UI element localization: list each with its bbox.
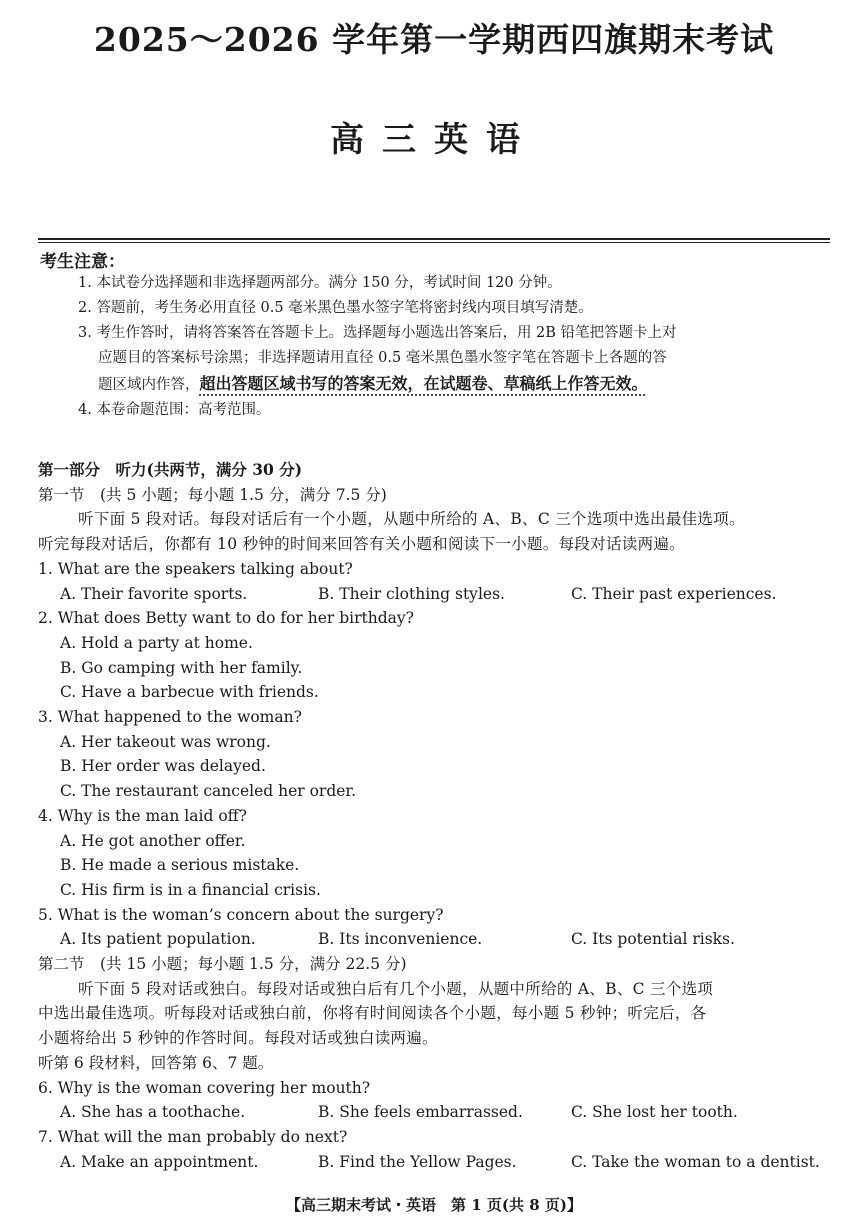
listening-part xyxy=(38,458,838,1174)
option-b: B. Her order was delayed. xyxy=(60,757,266,776)
instruction-line: 听下面 5 段对话或独白。每段对话或独白后有几个小题，从题中所给的 A、B、C 三个选项 xyxy=(78,979,714,998)
notice-list xyxy=(78,271,830,423)
question-stem: 2. What does Betty want to do for her birthday? xyxy=(38,609,414,628)
material-note: 听第 6 段材料，回答第 6、7 题。 xyxy=(38,1053,274,1072)
option-a: A. She has a toothache. xyxy=(60,1103,246,1122)
option-c: C. Take the woman to a dentist. xyxy=(571,1152,820,1171)
question-stem: 6. Why is the woman covering her mouth? xyxy=(38,1078,371,1097)
option-c: C. The restaurant canceled her order. xyxy=(60,782,357,801)
option-b: B. She feels embarrassed. xyxy=(318,1103,523,1122)
notice-item-continued: 应题目的答案标号涂黑；非选择题请用直径 0.5 毫米黑色墨水签字笔在答题卡上各题的答 xyxy=(98,350,667,366)
notice-emphasis: 超出答题区域书写的答案无效，在试题卷、草稿纸上作答无效。 xyxy=(199,374,648,393)
instruction-line: 听下面 5 段对话。每段对话后有一个小题，从题中所给的 A、B、C 三个选项中选出最佳选项。 xyxy=(78,510,745,529)
option-b: B. Their clothing styles. xyxy=(318,584,505,603)
option-a: A. Its patient population. xyxy=(60,930,256,949)
option-c: C. Their past experiences. xyxy=(571,584,777,603)
question-stem: 1. What are the speakers talking about? xyxy=(38,559,353,578)
option-row xyxy=(38,1150,838,1175)
option-b: B. Find the Yellow Pages. xyxy=(318,1152,517,1171)
option-a: A. Their favorite sports. xyxy=(60,584,248,603)
section-title: 第二节 (共 15 小题；每小题 1.5 分，满分 22.5 分) xyxy=(38,955,407,974)
option-a: A. Hold a party at home. xyxy=(60,633,253,652)
question-stem: 4. Why is the man laid off? xyxy=(38,806,247,825)
section-title: 第一节 (共 5 小题；每小题 1.5 分，满分 7.5 分) xyxy=(38,485,387,504)
notice-item: 3. 考生作答时，请将答案答在答题卡上。选择题每小题选出答案后，用 2B 铅笔把答题卡上对 xyxy=(78,325,677,341)
question-stem: 7. What will the man probably do next? xyxy=(38,1127,348,1146)
notice-text: 题区域内作答， xyxy=(98,377,200,393)
option-a: A. Her takeout was wrong. xyxy=(60,732,271,751)
instruction-line: 中选出最佳选项。听每段对话或独白前，你将有时间阅读各个小题，每小题 5 秒钟；听完后，各 xyxy=(38,1004,707,1023)
option-c: C. She lost her tooth. xyxy=(571,1103,738,1122)
option-b: B. He made a serious mistake. xyxy=(60,856,300,875)
option-c: C. Its potential risks. xyxy=(571,930,735,949)
option-a: A. He got another offer. xyxy=(60,831,246,850)
option-row xyxy=(38,1100,838,1125)
option-c: C. Have a barbecue with friends. xyxy=(60,683,319,702)
exam-title: 2025～2026 学年第一学期西四旗期末考试 xyxy=(93,20,775,59)
option-b: B. Go camping with her family. xyxy=(60,658,303,677)
subject-title: 高三英语 xyxy=(330,120,538,160)
option-b: B. Its inconvenience. xyxy=(318,930,483,949)
notice-item: 1. 本试卷分选择题和非选择题两部分。满分 150 分，考试时间 120 分钟。 xyxy=(78,275,562,291)
option-a: A. Make an appointment. xyxy=(60,1152,259,1171)
notice-heading: 考生注意： xyxy=(40,252,125,272)
question-stem: 3. What happened to the woman? xyxy=(38,708,302,727)
instruction-line: 小题将给出 5 秒钟的作答时间。每段对话或独白读两遍。 xyxy=(38,1029,438,1048)
question-stem: 5. What is the woman’s concern about the surgery? xyxy=(38,905,444,924)
option-c: C. His firm is in a financial crisis. xyxy=(60,880,321,899)
option-row xyxy=(38,927,838,952)
part-title: 第一部分 听力(共两节，满分 30 分) xyxy=(38,460,303,479)
instruction-line: 听完每段对话后，你都有 10 秒钟的时间来回答有关小题和阅读下一小题。每段对话读两遍。 xyxy=(38,535,685,554)
page-footer: 【高三期末考试・英语 第 1 页(共 8 页)】 xyxy=(286,1196,582,1214)
notice-item-continued xyxy=(78,371,830,398)
divider-rule-thin xyxy=(38,242,830,243)
divider-rule xyxy=(38,238,830,240)
option-row xyxy=(38,582,838,607)
notice-item: 2. 答题前，考生务必用直径 0.5 毫米黑色墨水签字笔将密封线内项目填写清楚。 xyxy=(78,300,593,316)
notice-item: 4. 本卷命题范围：高考范围。 xyxy=(78,402,271,418)
